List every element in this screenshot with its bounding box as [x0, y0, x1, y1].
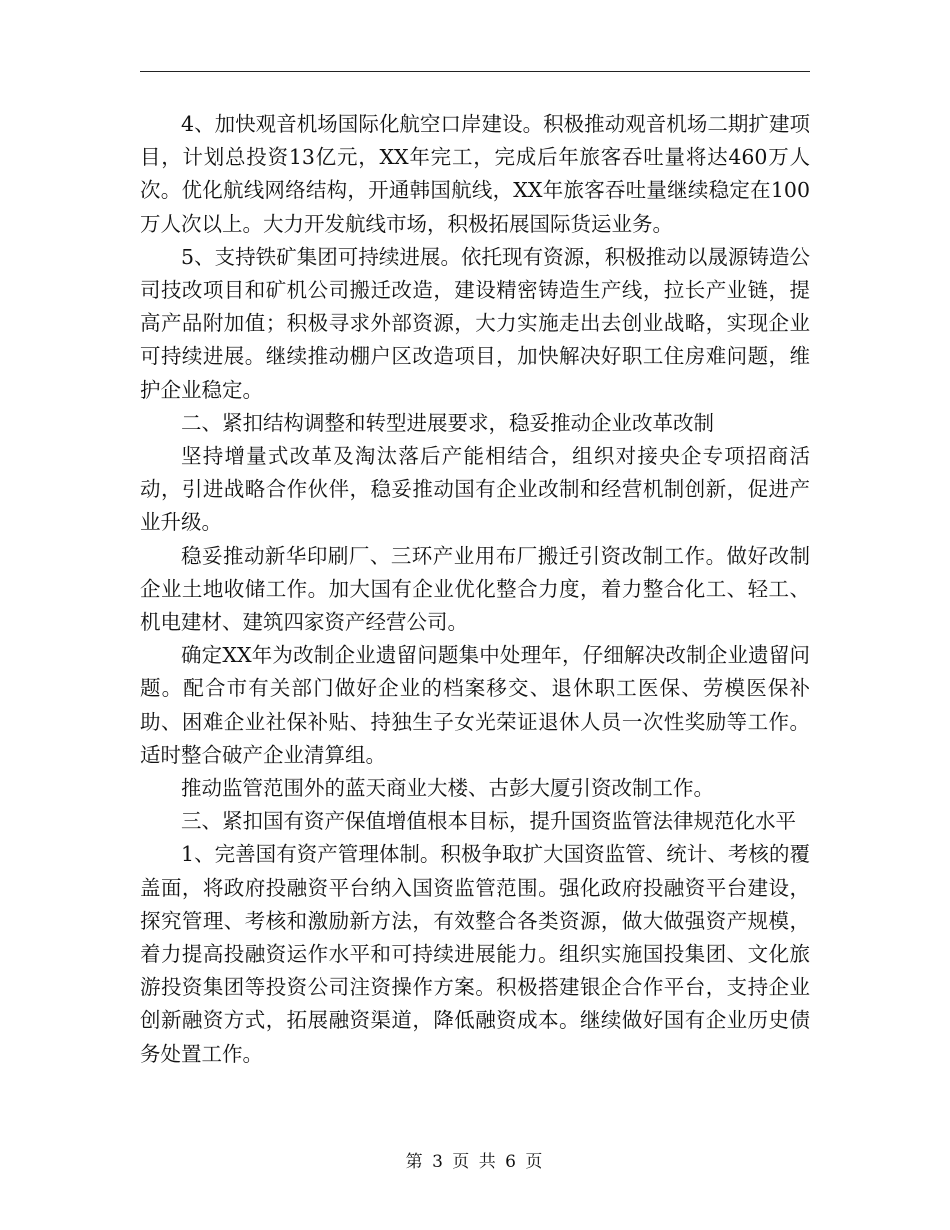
document-body [140, 108, 810, 1071]
paragraph-7: 1、完善国有资产管理体制。积极争取扩大国资监管、统计、考核的覆盖面，将政府投融资平台纳入国资监管范围。强化政府投融资平台建设，探究管理、考核和激励新方法，有效整合各类资源，做大做强资产规模，着力提高投融资运作水平和可持续进展能力。组织实施国投集团、文化旅游投资集团等投资公司注资操作方案。积极搭建银企合作平台，支持企业创新融资方式，拓展融资渠道，降低融资成本。继续做好国有企业历史债务处置工作。 [140, 842, 810, 1066]
page-number-footer: 第 3 页 共 6 页 [405, 1152, 545, 1172]
header-rule [140, 71, 810, 72]
section-heading-3: 三、紧扣国有资产保值增值根本目标，提升国资监管法律规范化水平 [181, 809, 796, 834]
section-heading-2: 二、紧扣结构调整和转型进展要求，稳妥推动企业改革改制 [181, 410, 714, 435]
paragraph-5: 确定XX年为改制企业遗留问题集中处理年，仔细解决改制企业遗留问题。配合市有关部门做好企业的档案移交、退休职工医保、劳模医保补助、困难企业社保补贴、持独生子女光荣证退休人员一次性奖励等工作。适时整合破产企业清算组。 [140, 643, 810, 767]
paragraph-3: 坚持增量式改革及淘汰落后产能相结合，组织对接央企专项招商活动，引进战略合作伙伴，稳妥推动国有企业改制和经营机制创新，促进产业升级。 [140, 444, 810, 535]
paragraph-2: 5、支持铁矿集团可持续进展。依托现有资源，积极推动以晟源铸造公司技改项目和矿机公司搬迁改造，建设精密铸造生产线，拉长产业链，提高产品附加值；积极寻求外部资源，大力实施走出去创业战略，实现企业可持续进展。继续推动棚户区改造项目，加快解决好职工住房难问题，维护企业稳定。 [140, 244, 810, 402]
paragraph-1: 4、加快观音机场国际化航空口岸建设。积极推动观音机场二期扩建项目，计划总投资13亿元，XX年完工，完成后年旅客吞吐量将达460万人次。优化航线网络结构，开通韩国航线，XX年旅客吞吐量继续稳定在100万人次以上。大力开发航线市场，积极拓展国际货运业务。 [140, 112, 810, 236]
paragraph-4: 稳妥推动新华印刷厂、三环产业用布厂搬迁引资改制工作。做好改制企业土地收储工作。加大国有企业优化整合力度，着力整合化工、轻工、机电建材、建筑四家资产经营公司。 [140, 543, 810, 635]
paragraph-6: 推动监管范围外的蓝天商业大楼、古彭大厦引资改制工作。 [181, 776, 714, 801]
